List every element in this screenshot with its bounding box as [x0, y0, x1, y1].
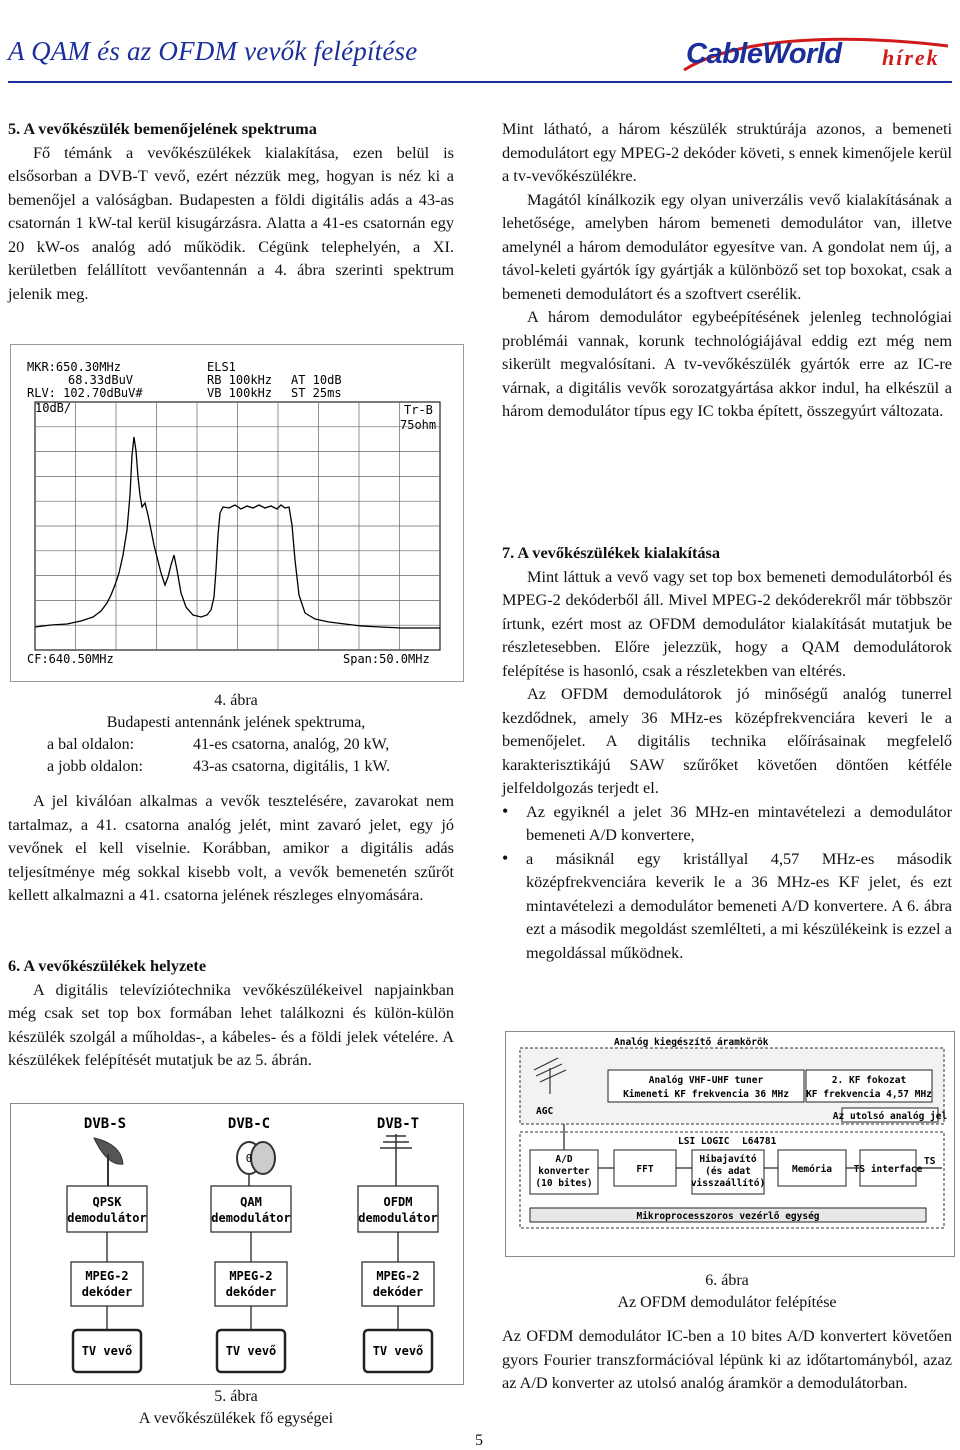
antenna-icon [380, 1134, 412, 1186]
fig5-caption [10, 1386, 462, 1430]
qpsk-label: QPSK [92, 1195, 122, 1209]
figure-number: 5. ábra [214, 1388, 258, 1405]
chip-label: L64781 [742, 1136, 777, 1147]
dekoder-label: dekóder [81, 1285, 133, 1299]
ofdm-demod-figure [505, 1031, 955, 1257]
kf457-label: KF frekvencia 4,57 MHz [806, 1089, 932, 1100]
error-corr-label: Hibajavító [699, 1154, 757, 1165]
adc-label: (10 bites) [535, 1178, 593, 1189]
demod-label: demodulátor [211, 1211, 291, 1225]
left-column-mid [8, 789, 454, 907]
caption-right-label: a jobb oldalon: [47, 758, 143, 775]
list-item: • a másiknál egy kristállyal 4,57 MHz-es második középfrekvenciára keverik le a 36 MHz-es KF jelet, és ezt mintavételezi a demodulátor bemeneti A/D konvertere. A 6. ábra ezt a második megoldást szemlélteti, a mi készülékeink is ezzel a megoldással működnek. [526, 847, 952, 965]
bullet-list [502, 800, 952, 965]
st-label: ST 25ms [291, 386, 342, 400]
analog-label: Analóg kiegészítő áramkörök [614, 1037, 769, 1048]
dvbc-label: DVB-C [227, 1116, 271, 1132]
dvbt-label: DVB-T [376, 1116, 420, 1132]
rb-label: RB 100kHz [207, 373, 273, 387]
spectrum-figure [10, 344, 464, 682]
dvbs-label: DVB-S [83, 1116, 127, 1132]
figure-title: A vevőkészülékek fő egységei [138, 1410, 334, 1427]
qpsk-box [67, 1186, 147, 1232]
paragraph: Magától kínálkozik egy olyan univerzális vevő kialakításának a lehetősége, amelyben három bemeneti demodulátor van, illetve amelynél a három demodulátor egyesítve van. A gondolat nem új, a távol-keleti gyártók így gyártják a különböző set top boxokat, csak a bemeneti demodulátort és a szoftvert cserélik. [502, 189, 952, 303]
demod-label: demodulátor [358, 1211, 438, 1225]
paragraph: Az OFDM demodulátor IC-ben a 10 bites A/D konvertert követően gyors Fourier transzformációval lépünk ki az időtartományból, azaz az A/D konverter az utolsó analóg áramkör a demodulátorban. [502, 1326, 952, 1392]
lsi-label: LSI LOGIC [678, 1136, 730, 1147]
paragraph: Az OFDM demodulátorok jó minőségű analóg tunerrel kezdődnek, amely 36 MHz-es középfrekvenciára keveri le a bemenőjelet. A digitális technika előírásainak megfelelő karakterisztikájú SAW szűrőket követően döntően kétféle jelfeldolgozás terjedt el. [502, 684, 952, 797]
trb-label: Tr-B [404, 403, 433, 417]
kf36-label: Kimeneti KF frekvencia 36 MHz [623, 1089, 789, 1100]
agc-label: AGC [536, 1106, 554, 1117]
mkr-label: MKR:650.30MHz [27, 360, 121, 374]
mpeg-label: MPEG-2 [229, 1269, 273, 1283]
receiver-units-figure [10, 1103, 464, 1385]
ofdm-box [358, 1186, 438, 1232]
section-heading: 5. A vevőkészülék bemenőjelének spektruma [8, 119, 317, 138]
memory-label: Memória [791, 1164, 833, 1175]
right-column-end [502, 1324, 952, 1395]
qam-box [211, 1186, 291, 1232]
figure-title: Budapesti antennánk jelének spektruma, [106, 714, 366, 731]
demod-label: demodulátor [67, 1211, 147, 1225]
caption-left-desc: 41-es csatorna, analóg, 20 kW, [193, 736, 390, 753]
brand-logo-sub: hírek [882, 45, 940, 70]
scale-label: 10dB/ [35, 401, 72, 415]
ofdm-block-diagram [506, 1032, 954, 1256]
last-analog-label: Az utolsó analóg jel [832, 1111, 948, 1122]
paragraph: A digitális televíziótechnika vevőkészülékeivel napjainkban még csak set top box formában lehet találkozni és külön-külön készülék szolgál a műholdas-, a kábeles- és a földi jelek vételére. A készülékek felépítését mutatjuk be az 5. ábrán. [8, 979, 454, 1069]
adc-label: A/D [555, 1154, 573, 1165]
tuner-label: Analóg VHF-UHF tuner [648, 1075, 764, 1086]
section-heading: 7. A vevőkészülékek kialakítása [502, 543, 721, 562]
dekoder-label: dekóder [225, 1285, 277, 1299]
paragraph: Fő témánk a vevőkészülékek kialakítása, ezen belül is elsősorban a DVB-T vevő, ezért nézzük meg, hogyan is néz ki a bemenőjel a valóságban. Budapesten a földi digitális adás a 43-as csatornán 1 kW-tal kerül kisugárzásra. Alatta a 41-es csatornán egy 20 kW-os analóg adó működik. Cégünk telephelyén, a XI. kerületben felállított vevőantennán a 4. ábra szerinti spektrum jelenik meg. [8, 142, 454, 303]
fft-label: FFT [636, 1164, 654, 1175]
satellite-dish-icon [94, 1138, 123, 1186]
tv-label: TV vevő [225, 1344, 277, 1358]
paragraph: Mint látható, a három készülék struktúrája azonos, a bemeneti demodulátort egy MPEG-2 dekóder követi, s ennek kimenőjele kerül a tv-vevőkészülékre. [502, 119, 952, 185]
header-divider [8, 81, 952, 83]
right-column-top [502, 117, 952, 423]
rlv-label: RLV: 102.70dBuV# [27, 386, 143, 400]
kf2-label: 2. KF fokozat [831, 1075, 907, 1086]
list-item: • Az egyiknél a jelet 36 MHz-en mintavételezi a demodulátor bemeneti A/D konvertere, [526, 800, 952, 847]
cf-label: CF:640.50MHz [27, 652, 114, 666]
tv-label: TV vevő [81, 1344, 133, 1358]
ohm-label: 75ohm [400, 418, 437, 432]
receiver-units-diagram [11, 1104, 463, 1384]
micro-label: Mikroprocesszoros vezérlő egység [636, 1211, 820, 1222]
ofdm-label: OFDM [383, 1195, 413, 1209]
error-corr-label: visszaállító) [690, 1178, 766, 1189]
fig4-caption [10, 690, 462, 778]
figure-title: Az OFDM demodulátor felépítése [617, 1294, 837, 1311]
dekoder-label: dekóder [372, 1285, 424, 1299]
error-corr-label: (és adat [705, 1166, 751, 1177]
qam-label: QAM [240, 1195, 262, 1209]
left-column-bottom [8, 954, 454, 1072]
page-header-title: A QAM és az OFDM vevők felépítése [8, 36, 418, 66]
fig6-caption [502, 1270, 952, 1314]
caption-right-desc: 43-as csatorna, digitális, 1 kW. [193, 758, 391, 775]
vb-label: VB 100kHz [207, 386, 273, 400]
mkr-value: 68.33dBuV [68, 373, 134, 387]
cable-reel-icon [237, 1142, 275, 1186]
right-column-bottom [502, 541, 952, 964]
figure-number: 4. ábra [214, 692, 258, 709]
section-heading: 6. A vevőkészülékek helyzete [8, 956, 207, 975]
adc-label: konverter [538, 1166, 590, 1177]
els-label: ELS1 [207, 360, 236, 374]
paragraph: Mint láttuk a vevő vagy set top box bemeneti demodulátorból és MPEG-2 dekóderből áll. Mivel MPEG-2 dekóderekről már többször írtunk, ezért most az OFDM demodulátor kialakítását mutatjuk be részletesebben. Előre jelezzük, hogy a QAM demodulátorok felépítése is hasonló, csak a részletekben van eltérés. [502, 566, 952, 680]
mpeg-label: MPEG-2 [376, 1269, 420, 1283]
span-label: Span:50.0MHz [343, 652, 430, 666]
spectrum-plot [11, 345, 463, 681]
at-label: AT 10dB [291, 373, 342, 387]
mpeg-label: MPEG-2 [85, 1269, 129, 1283]
tv-label: TV vevő [372, 1344, 424, 1358]
paragraph: A három demodulátor egybeépítésének jelenleg technológiai problémái vannak, korunk technológiájával eddig ezt még nem sikerült megvalósítani. A tv-vevőkészülék gyártók erre az IC-re várnak, a digitális vevők sorozatgyártása akkor indul, ha elkészül a három demodulátor típus egy IC tokba épített, összegyúrt változata. [502, 307, 952, 420]
brand-logo: CableWorld [686, 38, 842, 70]
caption-left-label: a bal oldalon: [47, 736, 135, 753]
figure-number: 6. ábra [705, 1272, 749, 1289]
svg-text:0: 0 [245, 1152, 253, 1165]
page-number: 5 [475, 1432, 483, 1449]
left-column-top [8, 117, 454, 305]
ts-output-label: TS [924, 1156, 936, 1167]
ts-interface-label: TS interface [853, 1164, 923, 1175]
paragraph: A jel kiválóan alkalmas a vevők tesztelésére, zavarokat nem tartalmaz, a 41. csatorna analóg jelét, mint zavaró jelet, egy jó vevőnek el kell viselnie. Korábban, amikor a digitális adás teljesítménye még sokkal kisebb volt, a vevők bemenetén szűrőt kellett alkalmazni a 41. csatorna jelének részleges elnyomására. [8, 791, 454, 904]
